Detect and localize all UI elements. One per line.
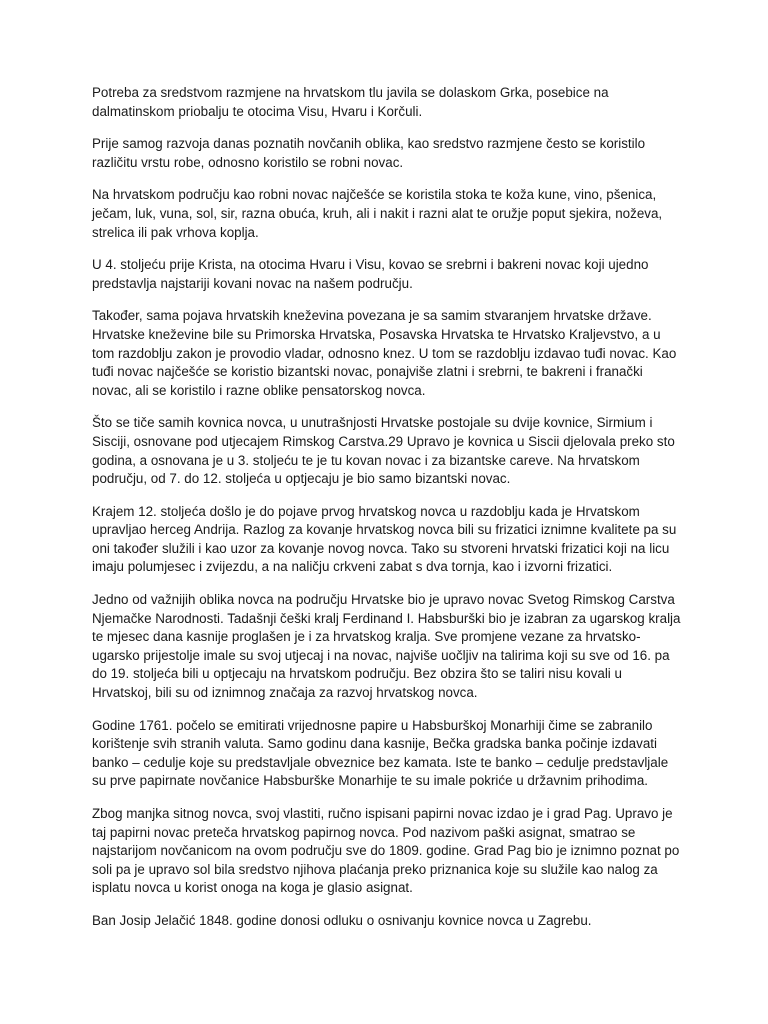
paragraph-6: Što se tiče samih kovnica novca, u unutrašnjosti Hrvatske postojale su dvije kovnice, Sirmium i Sisciji, osnovane pod utjecajem Rimskog Carstva.29 Upravo je kovnica u Siscii djelovala preko sto godina, a osnovana je u 3. stoljeću te je tu kovan novac i za bizantske careve. Na hrvatskom području, od 7. do 12. stoljeća u optjecaju je bio samo bizantski novac. xyxy=(92,415,675,487)
document-body xyxy=(92,84,682,945)
paragraph-1: Potreba za sredstvom razmjene na hrvatskom tlu javila se dolaskom Grka, posebice na dalmatinskom priobalju te otocima Visu, Hvaru i Korčuli. xyxy=(92,85,609,119)
paragraph-8: Jedno od važnijih oblika novca na području Hrvatske bio je upravo novac Svetog Rimskog Carstva Njemačke Narodnosti. Tadašnji češki kralj Ferdinand I. Habsburški bio je izabran za ugarskog kralja te mjesec dana kasnije proglašen je i za hrvatskog kralja. Sve promjene vezane za hrvatsko-ugarsko prijestolje imale su svoj utjecaj i na novac, najviše uočljiv na talirima koji su sve od 16. pa do 19. stoljeća bili u optjecaju na hrvatskom području. Bez obzira što se taliri nisu kovali u Hrvatskoj, bili su od iznimnog značaja za razvoj hrvatskog novca. xyxy=(92,592,681,701)
paragraph-2: Prije samog razvoja danas poznatih novčanih oblika, kao sredstvo razmjene često se koristilo različitu vrstu robe, odnosno koristilo se robni novac. xyxy=(92,136,646,170)
paragraph-4: U 4. stoljeću prije Krista, na otocima Hvaru i Visu, kovao se srebrni i bakreni novac koji ujedno predstavlja najstariji kovani novac na našem području. xyxy=(92,257,649,291)
paragraph-9: Godine 1761. počelo se emitirati vrijednosne papire u Habsburškoj Monarhiji čime se zabranilo korištenje svih stranih valuta. Samo godinu dana kasnije, Bečka gradska banka počinje izdavati banko – cedulje koje su predstavljale obveznice bez kamata. Iste te banko – cedulje predstavljale su prve papirnate novčanice Habsburške Monarhije te su imale pokriće u državnim prihodima. xyxy=(92,717,669,789)
paragraph-10: Zbog manjka sitnog novca, svoj vlastiti, ručno ispisani papirni novac izdao je i grad Pag. Upravo je taj papirni novac preteča hrvatskog papirnog novca. Pod nazivom paški asignat, smatrao se najstarijom novčanicom na ovom području sve do 1809. godine. Grad Pag bio je iznimno poznat po soli pa je upravo sol bila sredstvo njihova plaćanja preko priznanica koje su služile kao nalog za isplatu novca u korist onoga na koga je glasio asignat. xyxy=(92,806,680,896)
paragraph-5: Također, sama pojava hrvatskih kneževina povezana je sa samim stvaranjem hrvatske države. Hrvatske kneževine bile su Primorska Hrvatska, Posavska Hrvatska te Hrvatsko Kraljevstvo, a u tom razdoblju zakon je provodio vladar, odnosno knez. U tom se razdoblju izdavao tuđi novac. Kao tuđi novac najčešće se koristio bizantski novac, ponajviše zlatni i srebrni, te bakreni i franački novac, ali se koristilo i razne oblike pensatorskog novca. xyxy=(92,308,677,398)
paragraph-3: Na hrvatskom području kao robni novac najčešće se koristila stoka te koža kune, vino, pšenica, ječam, luk, vuna, sol, sir, razna obuća, kruh, ali i nakit i razni alat te oružje poput sjekira, noževa, strelica ili pak vrhova koplja. xyxy=(92,187,663,240)
paragraph-11: Ban Josip Jelačić 1848. godine donosi odluku o osnivanju kovnice novca u Zagrebu. xyxy=(92,912,592,928)
paragraph-7: Krajem 12. stoljeća došlo je do pojave prvog hrvatskog novca u razdoblju kada je Hrvatskom upravljao herceg Andrija. Razlog za kovanje hrvatskog novca bili su frizatici iznimne kvalitete pa su oni također služili i kao uzor za kovanje novog novca. Tako su stvoreni hrvatski frizatici koji na licu imaju polumjesec i zvijezdu, a na naličju crkveni zabat s dva tornja, kao i izvorni frizatici. xyxy=(92,503,677,575)
